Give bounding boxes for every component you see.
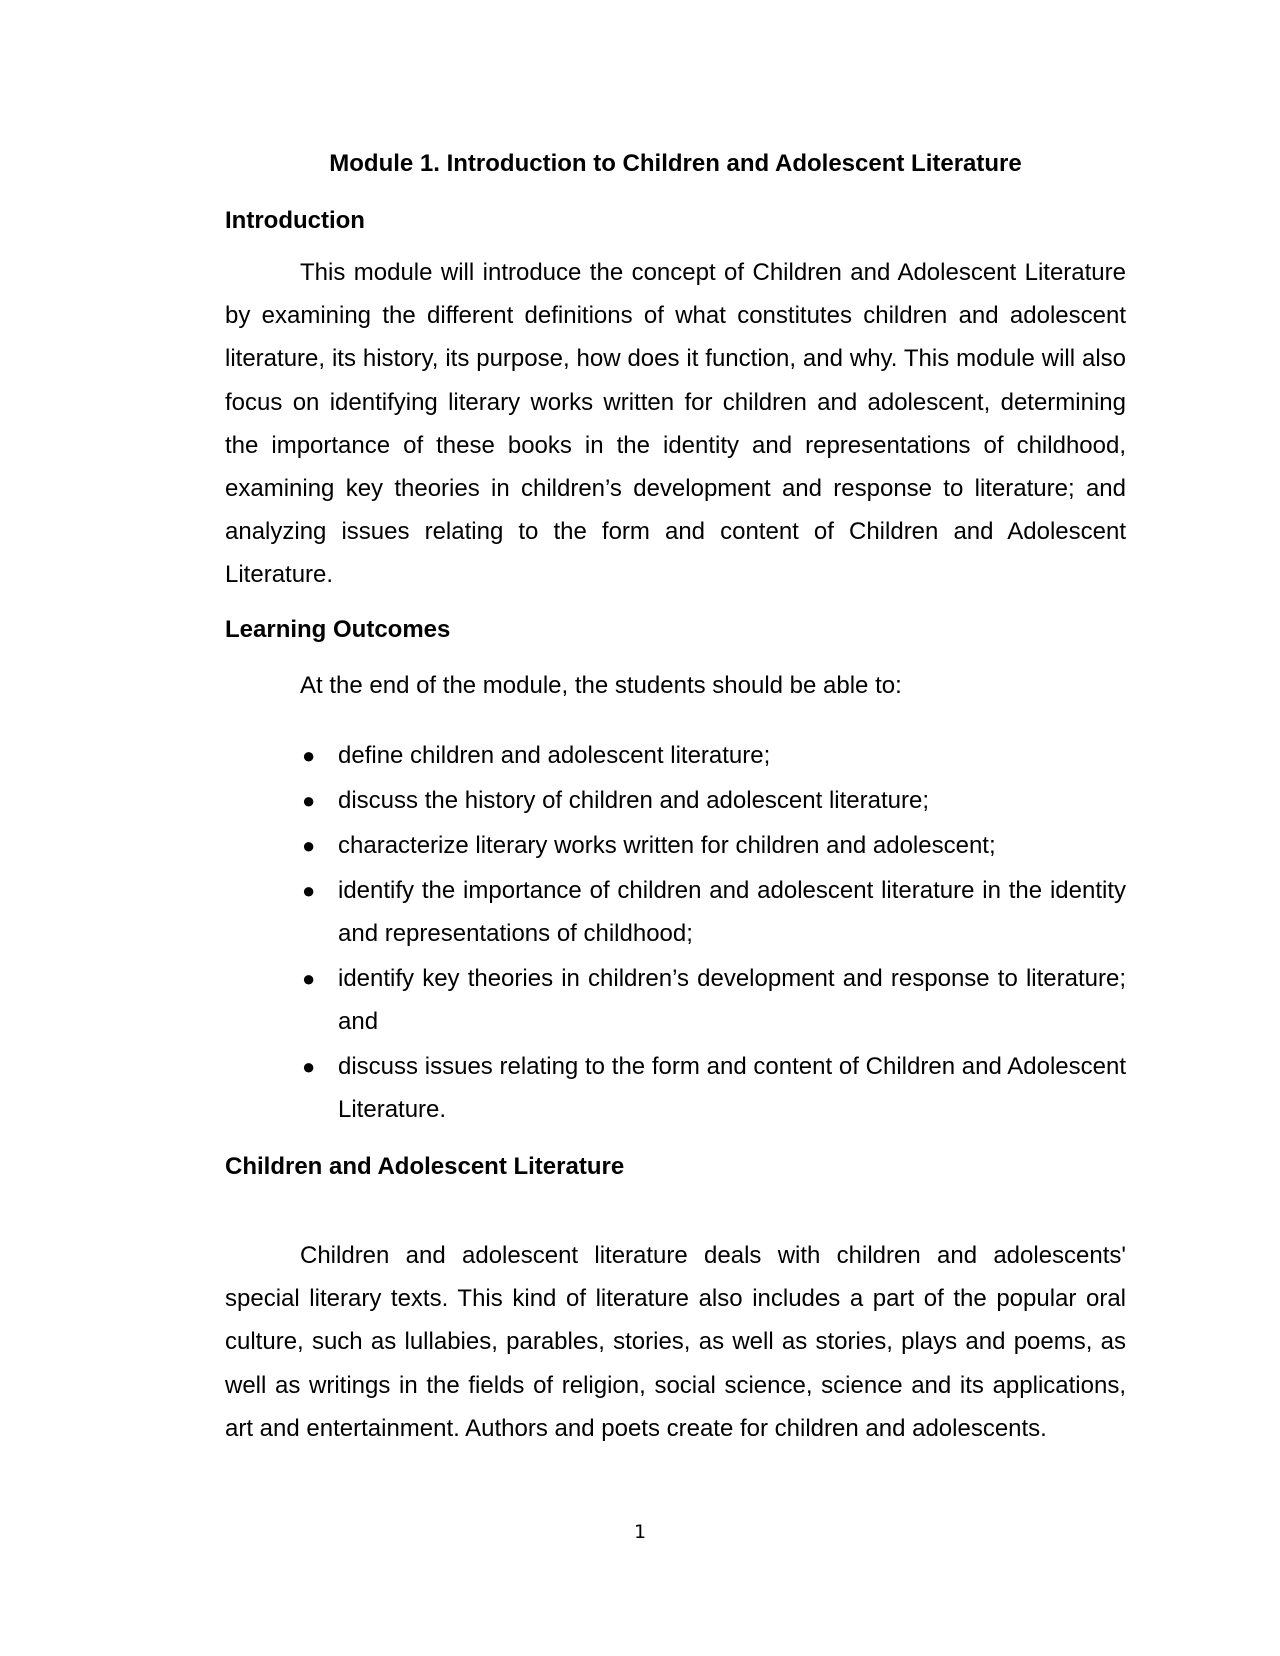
outcome-item (300, 734, 1126, 777)
children-adolescent-literature-heading: Children and Adolescent Literature (225, 1153, 625, 1180)
bullet-icon: ● (302, 788, 316, 813)
outcome-text: discuss the history of children and adolescent literature; (338, 787, 929, 814)
outcome-item (300, 869, 1126, 955)
introduction-heading: Introduction (225, 207, 365, 234)
introduction-paragraph: This module will introduce the concept of Children and Adolescent Literature by examining the different definitions of what constitutes children and adolescent literature, its history, its purpose, how does it function, and why. This module will also focus on identifying literary works written for children and adolescent, determining the importance of these books in the identity and representations of childhood, examining key theories in children’s development and response to literature; and analyzing issues relating to the form and content of Children and Adolescent Literature. (225, 259, 1126, 589)
outcome-text: identify the importance of children and adolescent literature in the identity and representations of childhood; (338, 877, 1126, 947)
bullet-icon: ● (302, 833, 316, 858)
learning-outcomes-heading: Learning Outcomes (225, 616, 451, 643)
outcome-text: define children and adolescent literature; (338, 742, 771, 769)
bullet-icon: ● (302, 878, 316, 903)
bullet-icon: ● (302, 966, 316, 991)
outcome-item (300, 1045, 1126, 1131)
bullet-icon: ● (302, 743, 316, 768)
page-number: 1 (633, 1521, 647, 1543)
outcome-item (300, 957, 1126, 1043)
learning-outcomes-lead: At the end of the module, the students should be able to: (300, 672, 902, 699)
bullet-icon: ● (302, 1054, 316, 1079)
document-title: Module 1. Introduction to Children and Adolescent Literature (329, 150, 1022, 177)
outcome-text: discuss issues relating to the form and content of Children and Adolescent Literature. (338, 1053, 1126, 1123)
outcome-item (300, 779, 1126, 822)
learning-outcomes-list (300, 734, 1126, 1131)
outcome-text: identify key theories in children’s development and response to literature; and (338, 965, 1126, 1035)
children-adolescent-literature-paragraph: Children and adolescent literature deals with children and adolescents' special literary texts. This kind of literature also includes a part of the popular oral culture, such as lullabies, parables, stories, as well as stories, plays and poems, as well as writings in the fields of religion, social science, science and its applications, art and entertainment. Authors and poets create for children and adolescents. (225, 1242, 1126, 1442)
outcome-text: characterize literary works written for children and adolescent; (338, 832, 996, 859)
outcome-item (300, 824, 1126, 867)
